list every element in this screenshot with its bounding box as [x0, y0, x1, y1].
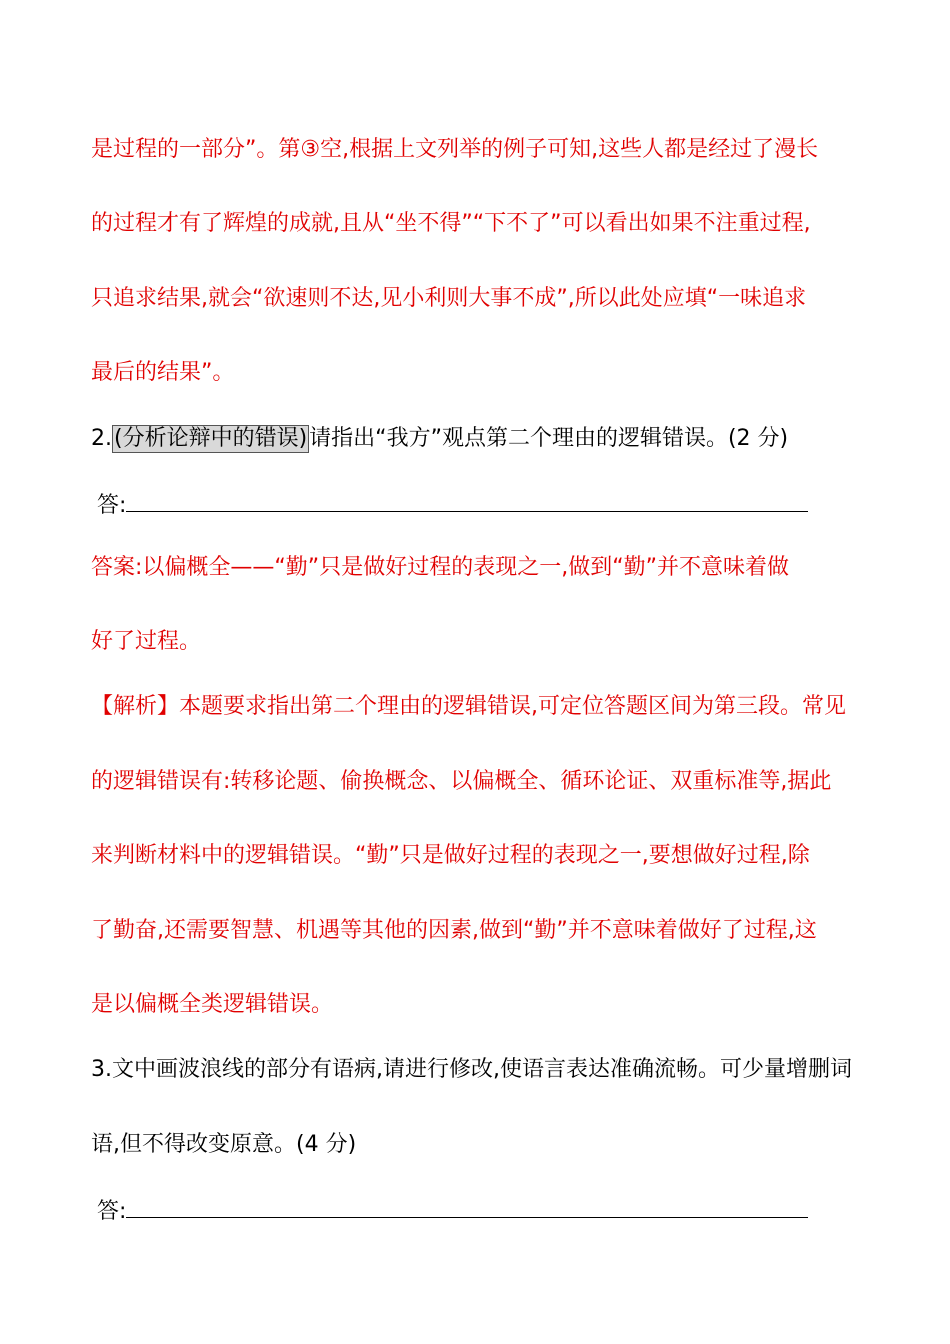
answer-label: 答:: [97, 493, 127, 518]
question-2: [91, 424, 788, 454]
answer-blank[interactable]: [126, 1195, 808, 1218]
question-type-tag: (分析论辩中的错误): [114, 426, 308, 451]
analysis-2-line-3: 来判断材料中的逻辑错误。“勤”只是做好过程的表现之一,要想做好过程,除: [91, 843, 810, 868]
question-2-text: 请指出“我方”观点第二个理由的逻辑错误。(2 分): [309, 426, 789, 451]
question-3-answer-line[interactable]: [97, 1195, 808, 1227]
analysis-line-3: 只追求结果,就会“欲速则不达,见小利则大事不成”,所以此处应填“一味追求: [91, 286, 807, 311]
analysis-2-line-5: 是以偏概全类逻辑错误。: [91, 992, 334, 1017]
answer-label: 答:: [97, 1199, 127, 1224]
analysis-line-1: 是过程的一部分”。第③空,根据上文列举的例子可知,这些人都是经过了漫长: [91, 137, 819, 162]
answer-2-line-2: 好了过程。: [91, 629, 202, 654]
analysis-2-line-1: 【解析】本题要求指出第二个理由的逻辑错误,可定位答题区间为第三段。常见: [91, 694, 846, 719]
analysis-line-4: 最后的结果”。: [91, 360, 235, 385]
question-3-line-2: 语,但不得改变原意。(4 分): [91, 1132, 357, 1157]
analysis-2-line-4: 了勤奋,还需要智慧、机遇等其他的因素,做到“勤”并不意味着做好了过程,这: [91, 918, 817, 943]
question-3-line-1: 3.文中画波浪线的部分有语病,请进行修改,使语言表达准确流畅。可少量增删词: [91, 1057, 852, 1082]
question-2-number: 2.: [91, 426, 112, 451]
analysis-2-line-2: 的逻辑错误有:转移论题、偷换概念、以偏概全、循环论证、双重标准等,据此: [91, 769, 832, 794]
analysis-line-2: 的过程才有了辉煌的成就,且从“坐不得”“下不了”可以看出如果不注重过程,: [91, 211, 811, 236]
answer-2-line-1: 答案:以偏概全——“勤”只是做好过程的表现之一,做到“勤”并不意味着做: [91, 555, 789, 580]
question-2-answer-line[interactable]: [97, 489, 808, 521]
answer-blank[interactable]: [126, 489, 808, 512]
